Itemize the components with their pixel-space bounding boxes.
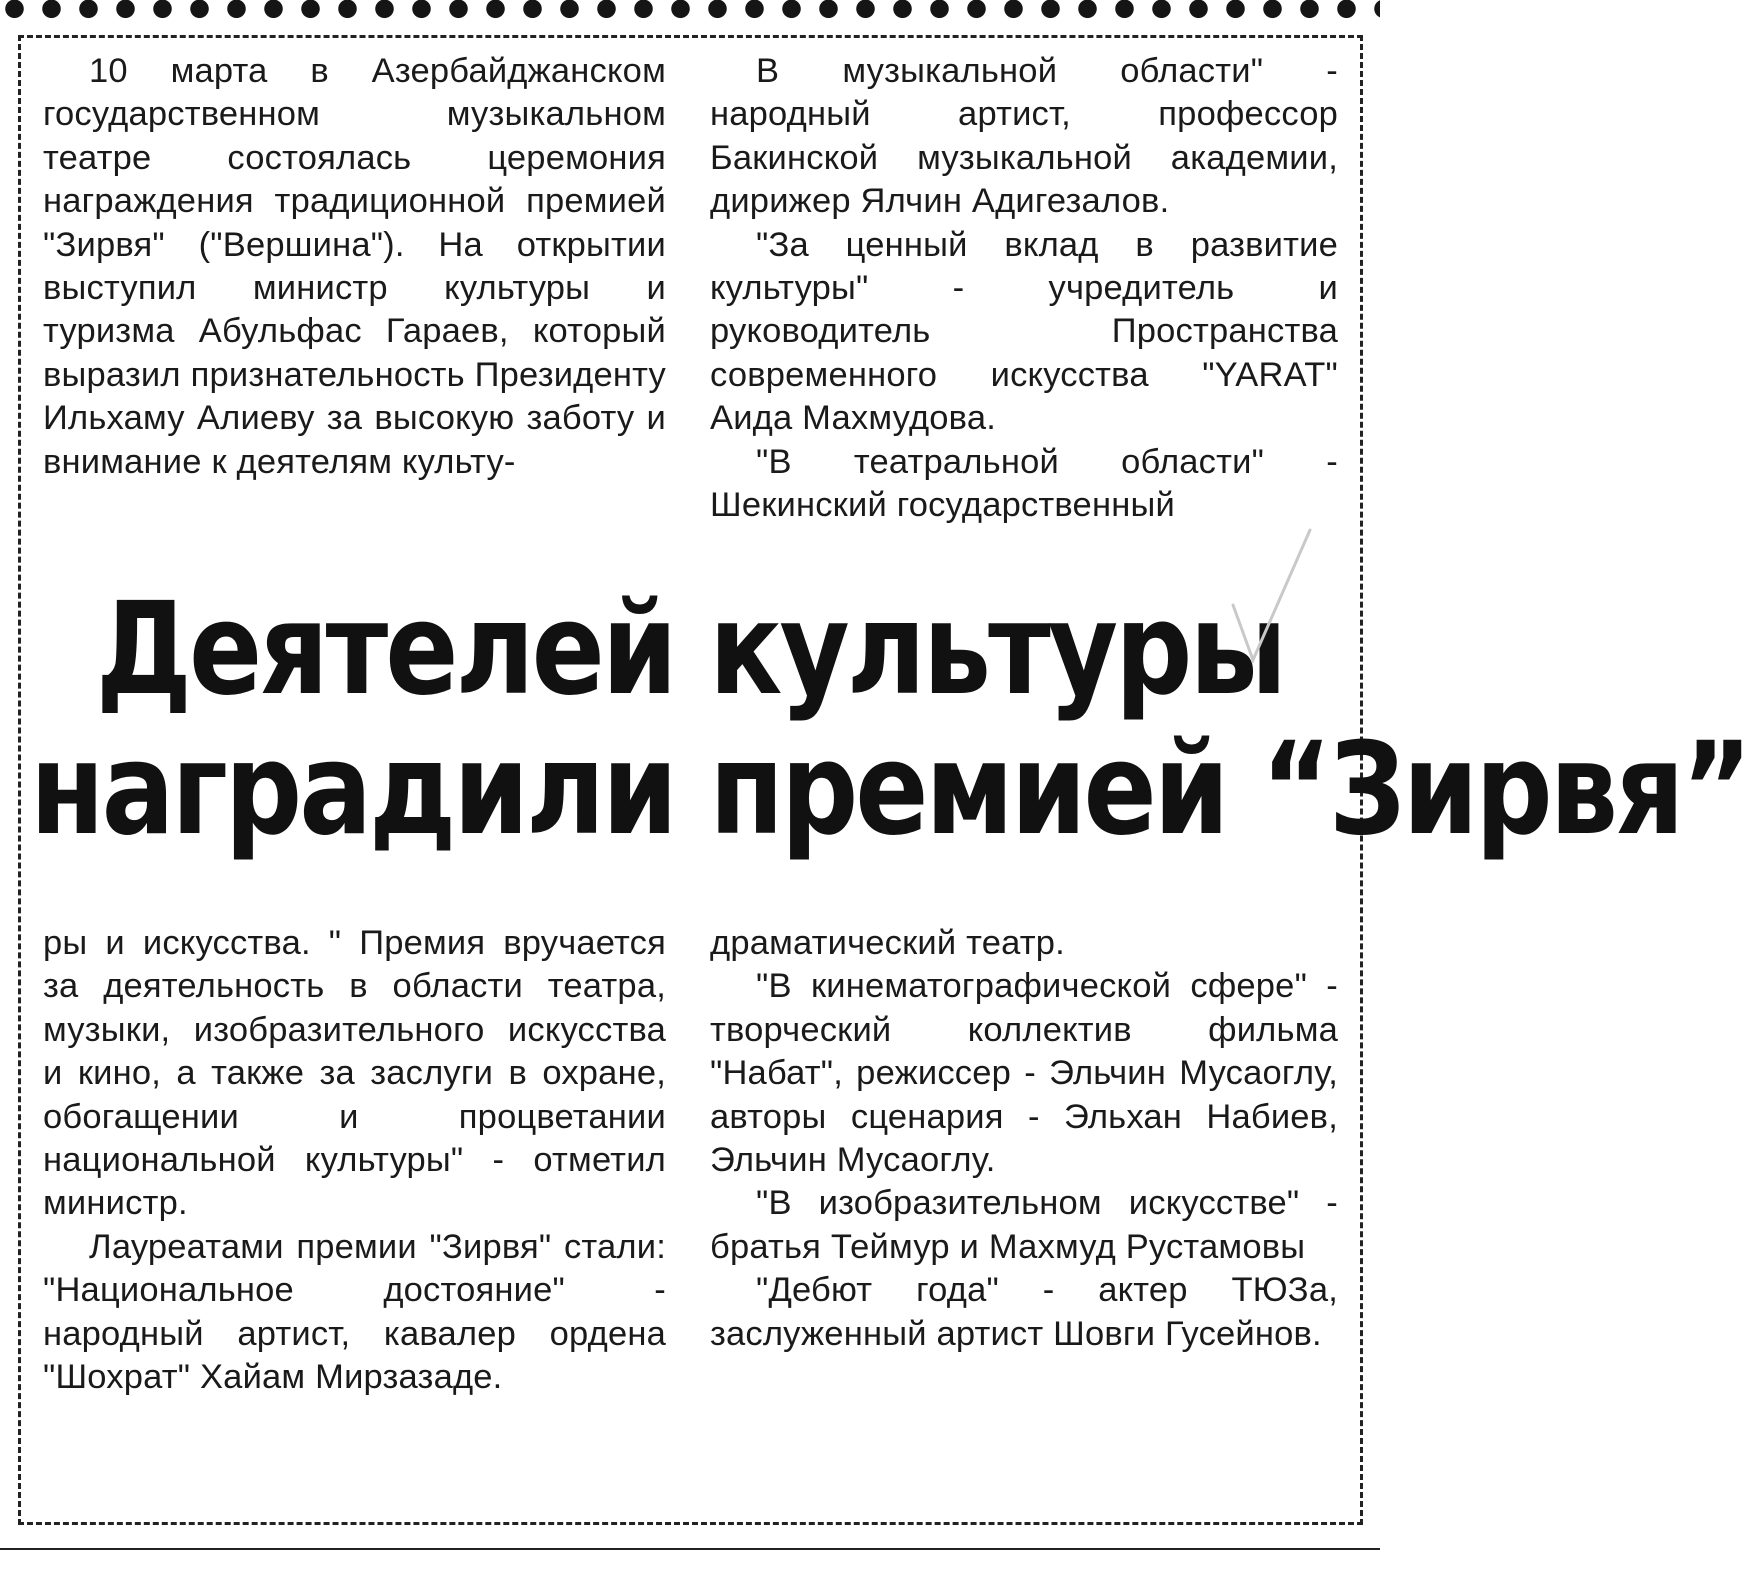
paragraph: "В театральной области" - Шекинский государственный: [710, 442, 1338, 525]
paragraph: "В кинематографической сфере" - творческий коллектив фильма "Набат", режиссер - Эльчин Мусаоглу, авторы сценария - Эльхан Набиев, Эльчин Мусаоглу.: [710, 967, 1338, 1180]
paragraph: В музыкальной области" - народный артист, профессор Бакинской музыкальной академии, дирижер Ялчин Адигезалов.: [710, 52, 1338, 221]
column-top-left: [43, 50, 666, 484]
pencil-check-mark: [1225, 520, 1315, 680]
paragraph: "В изобразительном искусстве" - братья Теймур и Махмуд Рустамовы: [710, 1184, 1338, 1266]
column-bottom-right: [710, 922, 1338, 1356]
column-bottom-left: [43, 922, 666, 1399]
paragraph-continued: драматический театр.: [710, 924, 1065, 962]
headline-line-1: Деятелей культуры: [95, 576, 1285, 724]
paragraph: 10 марта в Азербайджанском государственном музыкальном театре состоялась церемония награждения традиционной премией "Зирвя" ("Вершина"). На открытии выступил министр культуры и туризма Абульфас Гараев, который выразил признательность Президенту Ильхаму Алиеву за высокую заботу и внимание к деятелям культу-: [43, 52, 666, 481]
headline-line-2: наградили премией “Зирвя”: [30, 716, 1749, 864]
paragraph-continued: ры и искусства. " Премия вручается за деятельность в области театра, музыки, изобразительного искусства и кино, а также за заслуги в охране, обогащении и процветании национальной культуры" - отметил министр.: [43, 924, 666, 1223]
perforation-edge: [0, 0, 1380, 22]
column-top-right: [710, 50, 1338, 527]
paragraph: "Дебют года" - актер ТЮЗа, заслуженный артист Шовги Гусейнов.: [710, 1271, 1338, 1353]
paragraph: "За ценный вклад в развитие культуры" - учредитель и руководитель Пространства современного искусства "YARAT" Аида Махмудова.: [710, 225, 1338, 438]
paragraph: Лауреатами премии "Зирвя" стали: "Национальное достояние" - народный артист, кавалер ордена "Шохрат" Хайам Мирзазаде.: [43, 1227, 666, 1397]
bottom-rule: [0, 1548, 1380, 1550]
